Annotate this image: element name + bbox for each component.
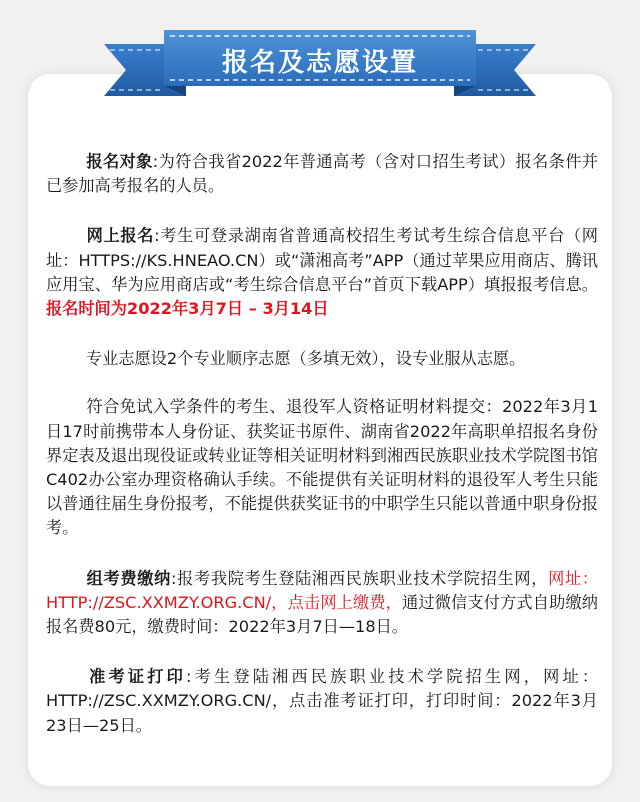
registration-time-highlight: 报名时间为2022年3月7日 – 3月14日 xyxy=(46,299,329,319)
text-exemption: 符合免试入学条件的考生、退役军人资格证明材料提交：2022年3月1日17时前携带本人身份证、获奖证书原件、湖南省2022年高职单招报名身份界定表及退出现役证或转业证等相关证明材料到湘西民族职业技术学院图书馆C402办公室办理资格确认手续。不能提供有关证明材料的退役军人考生只能以普通往届生身份报考，不能提供获奖证书的中职学生只能以普通中职身份报考。 xyxy=(46,397,598,538)
fee-payment-url-highlight: 网址：HTTP://ZSC.XXMZY.ORG.CN/，点击网上缴费， xyxy=(46,568,599,612)
label-fee-payment: 组考费缴纳 xyxy=(86,568,171,588)
section-online-registration xyxy=(46,224,598,321)
label-registration-target: 报名对象 xyxy=(86,152,153,171)
title-ribbon xyxy=(0,0,640,120)
text-registration-target: :为符合我省2022年普通高考（含对口招生考试）报名条件并已参加高考报名的人员。 xyxy=(46,152,598,196)
text-fee-payment-2: 通过微信支付方式自助缴纳报名费80元，缴费时间：2022年3月7日—18日。 xyxy=(46,592,598,637)
section-fee-payment xyxy=(46,567,598,640)
label-online-registration: 网上报名 xyxy=(86,226,155,246)
text-admission-ticket: :考生登陆湘西民族职业技术学院招生网，网址：HTTP://ZSC.XXMZY.ORG.CN/，点击准考证打印，打印时间：2022年3月23日—25日。 xyxy=(46,667,599,735)
article-body xyxy=(46,150,598,764)
section-major-preferences xyxy=(46,347,598,371)
text-fee-payment: :报考我院考生登陆湘西民族职业技术学院招生网， xyxy=(171,568,549,588)
section-admission-ticket xyxy=(46,665,598,738)
page-title: 报名及志愿设置 xyxy=(221,48,418,78)
section-exemption xyxy=(46,395,598,540)
label-admission-ticket: 准考证打印 xyxy=(86,667,186,687)
text-major-preferences: 专业志愿设2个专业顺序志愿（多填无效），设专业服从志愿。 xyxy=(86,349,526,369)
section-registration-target xyxy=(46,150,598,198)
text-online-registration: :考生可登录湖南省普通高校招生考试考生综合信息平台（网址：HTTPS://KS.HNEAO.CN）或“潇湘高考”APP（通过苹果应用商店、腾讯应用宝、华为应用商店或“考生综合信息平台”首页下载APP）填报报考信息。 xyxy=(46,226,598,294)
